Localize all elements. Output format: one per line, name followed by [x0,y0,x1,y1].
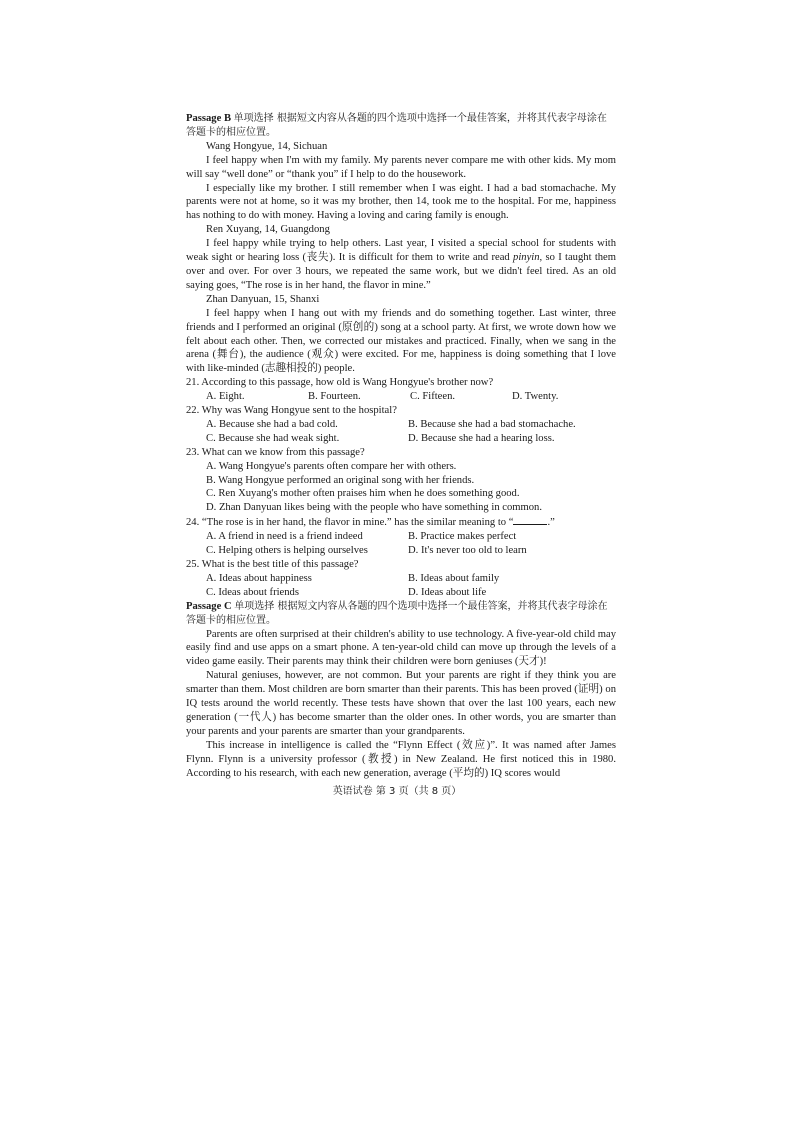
question-22-option-d[interactable]: D. Because she had a hearing loss. [408,432,555,444]
speaker-2-text-b: , so I taught them over and over. For over 3 hours, we repeated the same work, but we didn't feel tired. As an old saying goes, “The rose is in her hand, the flavor in mine.” [186,252,616,291]
question-22-option-a[interactable]: A. Because she had a bad cold. [206,418,338,430]
question-22-options [206,418,616,446]
question-24-option-a[interactable]: A. A friend in need is a friend indeed [206,531,363,543]
question-25-options [206,572,616,600]
question-21-option-c[interactable]: C. Fifteen. [410,391,456,403]
speaker-2-para-1 [186,237,616,293]
question-21-stem: 21. According to this passage, how old is Wang Hongyue's brother now? [186,377,494,389]
question-23-options [206,460,616,516]
speaker-1-para-2: I especially like my brother. I still remember when I was eight. I had a bad stomachache. My parents were not at home, so it was my brother, then 14, took me to the hospital. For me, happiness has nothing to do with money. Having a loving and caring family is enough. [186,182,616,222]
question-24-option-c[interactable]: C. Helping others is helping ourselves [206,545,368,557]
passage-c-instruction: 单项选择 根据短文内容从各题的四个选项中选择一个最佳答案，并将其代表字母涂在答题卡的相应位置。 [186,600,608,626]
passage-c-para-1: Parents are often surprised at their children's ability to use technology. A five-year-old child may easily find and use apps on a smart phone. A ten-year-old child can move up through the levels of a video game easily. Their parents may think their children were born geniuses (天才)! [186,628,616,668]
question-22-option-c[interactable]: C. Because she had weak sight. [206,432,340,444]
question-23-option-b[interactable]: B. Wang Hongyue performed an original song with her friends. [206,474,475,486]
question-21-option-d[interactable]: D. Twenty. [512,391,559,403]
question-24-option-d[interactable]: D. It's never too old to learn [408,545,527,557]
passage-c-para-3: This increase in intelligence is called the “Flynn Effect (效应)”. It was named after James Flynn. Flynn is a university professor (教授) in New Zealand. He first noticed this in 1980. According to his research, with each new generation, average (平均的) IQ scores would [186,739,616,779]
question-23-option-a[interactable]: A. Wang Hongyue's parents often compare her with others. [206,460,457,472]
question-22-option-b[interactable]: B. Because she had a bad stomachache. [408,418,576,430]
question-25-option-a[interactable]: A. Ideas about happiness [206,572,312,584]
passage-c-label: Passage C [186,600,232,612]
speaker-2-text-a: I feel happy while trying to help others. Last year, I visited a special school for students with weak sight or hearing loss (丧失). It is difficult for them to write and read [186,238,616,264]
question-25-stem: 25. What is the best title of this passage? [186,559,359,570]
question-23-option-c[interactable]: C. Ren Xuyang's mother often praises him when he does something good. [206,488,520,500]
question-21-options [206,390,616,404]
answer-blank [513,515,547,525]
speaker-1-para-1: I feel happy when I'm with my family. My parents never compare me with other kids. My mom will say “well done” or “thank you” if I help to do the housework. [186,154,616,180]
speaker-1: Wang Hongyue, 14, Sichuan [206,140,328,152]
speaker-3: Zhan Danyuan, 15, Shanxi [206,293,320,305]
question-22-stem: 22. Why was Wang Hongyue sent to the hospital? [186,405,397,417]
question-23-option-d[interactable]: D. Zhan Danyuan likes being with the people who have something in common. [206,502,542,514]
passage-b-label: Passage B [186,113,232,124]
question-24-option-b[interactable]: B. Practice makes perfect [408,531,517,543]
question-24-options [206,530,616,558]
passage-c-header [186,600,616,628]
question-24-stem [186,515,616,530]
question-25-option-b[interactable]: B. Ideas about family [408,572,500,584]
question-24-stem-b: .” [547,517,555,529]
page-content [186,112,616,781]
question-23-stem: 23. What can we know from this passage? [186,446,365,458]
speaker-2-italic: pinyin [513,252,540,264]
question-24-stem-a: 24. “The rose is in her hand, the flavor in mine.” has the similar meaning to “ [186,517,514,529]
question-21-option-a[interactable]: A. Eight. [206,391,245,403]
page-footer: 英语试卷 第 3 页（共 8 页） [332,786,462,797]
question-21-option-b[interactable]: B. Fourteen. [308,391,361,403]
passage-b-instruction: 单项选择 根据短文内容从各题的四个选项中选择一个最佳答案，并将其代表字母涂在答题卡的相应位置。 [186,113,607,138]
speaker-3-para-1: I feel happy when I hang out with my friends and do something together. Last winter, three friends and I performed an original (原创的) song at a school party. At first, we wrote down how we felt about each other. Then, we corrected our mistakes and practiced. Finally, when we sang in the arena (舞台), the audience (观众) were excited. For me, happiness is doing something that I love with like-minded (志趣相投的) people. [186,307,616,375]
question-25-option-d[interactable]: D. Ideas about life [408,586,487,598]
passage-b-header [186,112,616,140]
passage-c-para-2: Natural geniuses, however, are not common. But your parents are right if they think you are smarter than them. Most children are born smarter than their parents. This has been proved (证明) on IQ tests around the world recently. These tests have shown that over the last 100 years, each new generation (一代人) has become smarter than the older ones. In other words, you are smarter than your parents and your parents are smarter than your grandparents. [186,670,616,737]
question-25-option-c[interactable]: C. Ideas about friends [206,586,299,598]
speaker-2: Ren Xuyang, 14, Guangdong [206,224,330,236]
